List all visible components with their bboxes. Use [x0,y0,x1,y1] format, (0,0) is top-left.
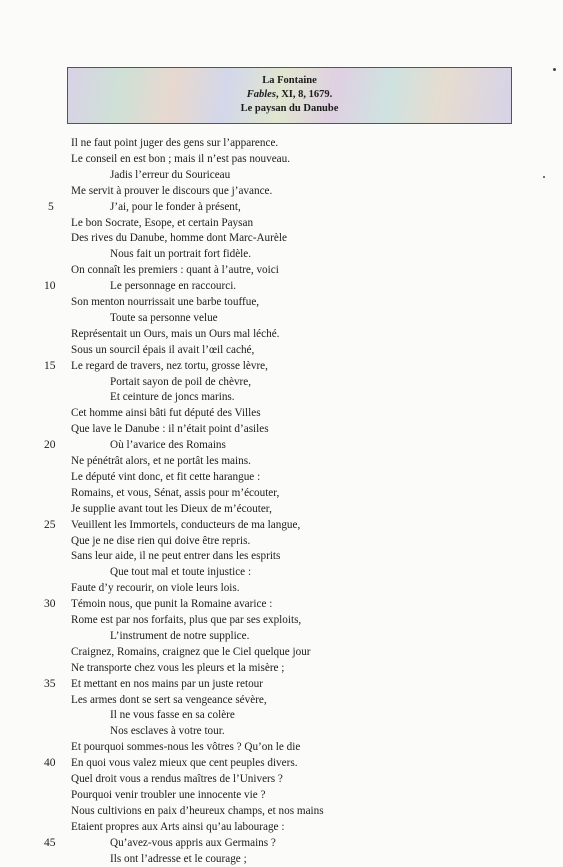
poem-line: Le regard de travers, nez tortu, grosse lèvre, [71,359,268,372]
poem-line: Veuillent les Immortels, conducteurs de ma langue, [71,518,301,531]
poem-line: Ne pénétrât alors, et ne portât les mains. [71,455,251,467]
poem-line: Représentait un Ours, mais un Ours mal léché. [71,327,280,340]
poem-line: Que lave le Danube : il n’était point d’asiles [71,423,269,436]
poem-line: Ils ont l’adresse et le courage ; [110,852,247,865]
poem-line: Nos esclaves à votre tour. [110,725,225,738]
poem-line: Sans leur aide, il ne peut entrer dans les esprits [71,550,281,563]
author-name: La Fontaine [262,75,317,86]
work-title: Fables [246,89,276,100]
line-number: 15 [44,359,56,372]
poem-line: Toute sa personne velue [110,311,218,324]
poem-line: On connaît les premiers : quant à l’autre, voici [71,264,279,277]
poem-line: Rome est par nos forfaits, plus que par ses exploits, [71,614,302,626]
line-number: 40 [44,757,56,770]
poem-line: Quel droit vous a rendus maîtres de l’Univers ? [71,773,283,785]
poem-title: Le paysan du Danube [240,103,339,114]
poem-line: Des rives du Danube, homme dont Marc-Aurèle [71,232,287,245]
poem-line: Et ceinture de joncs marins. [110,391,235,404]
line-number: 35 [44,677,56,690]
poem-line: Nous fait un portrait fort fidèle. [110,248,252,261]
poem-line: Son menton nourrissait une barbe touffue, [71,296,260,308]
poem-line: Ne transporte chez vous les pleurs et la misère ; [71,661,285,674]
poem-line: Que je ne dise rien qui doive être repris. [71,534,251,547]
scan-speck [553,68,556,71]
poem-line: L’instrument de notre supplice. [110,629,250,642]
scan-speck [543,176,545,178]
poem-line: Et mettant en nos mains par un juste retour [71,677,264,690]
line-number: 10 [44,280,56,293]
poem-line: Me servit à prouver le discours que j’avance. [71,184,273,197]
poem-line: Où l’avarice des Romains [110,439,226,452]
poem-line: Nous cultivions en paix d’heureux champs, et nos mains [71,804,324,817]
line-number: 20 [44,439,56,452]
poem-line: Portait sayon de poil de chèvre, [110,375,252,388]
poem-line: En quoi vous valez mieux que cent peuples divers. [71,757,298,770]
poem-line: Qu’avez-vous appris aux Germains ? [110,836,276,849]
poem-line: Sous un sourcil épais il avait l’œil caché, [71,343,255,356]
poem-line: Pourquoi venir troubler une innocente vie ? [71,788,266,801]
poem-line: Craignez, Romains, craignez que le Ciel quelque jour [71,645,311,658]
poem-line: Cet homme ainsi bâti fut député des Villes [71,407,261,420]
poem-line: Et pourquoi sommes-nous les vôtres ? Qu’on le die [71,741,301,754]
poem-line: Etaient propres aux Arts ainsi qu’au labourage : [71,820,285,833]
poem-line: Le bon Socrate, Esope, et certain Paysan [71,216,254,229]
poem-line: Romains, et vous, Sénat, assis pour m’écouter, [71,486,280,499]
poem-line: Que tout mal et toute injustice : [110,566,252,579]
line-number: 45 [44,836,56,849]
poem-line: Faute d’y recourir, on viole leurs lois. [71,582,240,595]
poem-line: Le conseil en est bon ; mais il n’est pas nouveau. [71,152,291,165]
line-number: 25 [44,518,56,531]
poem-line: Les armes dont se sert sa vengeance sévère, [71,693,267,706]
title-box [67,67,512,124]
reference-line [68,88,511,102]
line-number: 30 [44,598,56,611]
poem-line: Il ne faut point juger des gens sur l’apparence. [71,137,279,149]
poem-line: Je supplie avant tout les Dieux de m’écouter, [71,502,272,515]
poem-line: Il ne vous fasse en sa colère [110,709,235,722]
poem-line: Le député vint donc, et fit cette harangue : [71,470,261,483]
poem-line: Le personnage en raccourci. [110,280,237,293]
poem-line: J’ai, pour le fonder à présent, [110,200,241,213]
work-reference: , XI, 8, 1679. [275,89,333,100]
line-number: 5 [48,200,54,213]
poem-line: Jadis l’erreur du Souriceau [110,168,231,181]
poem-line: Témoin nous, que punit la Romaine avarice : [71,598,273,611]
